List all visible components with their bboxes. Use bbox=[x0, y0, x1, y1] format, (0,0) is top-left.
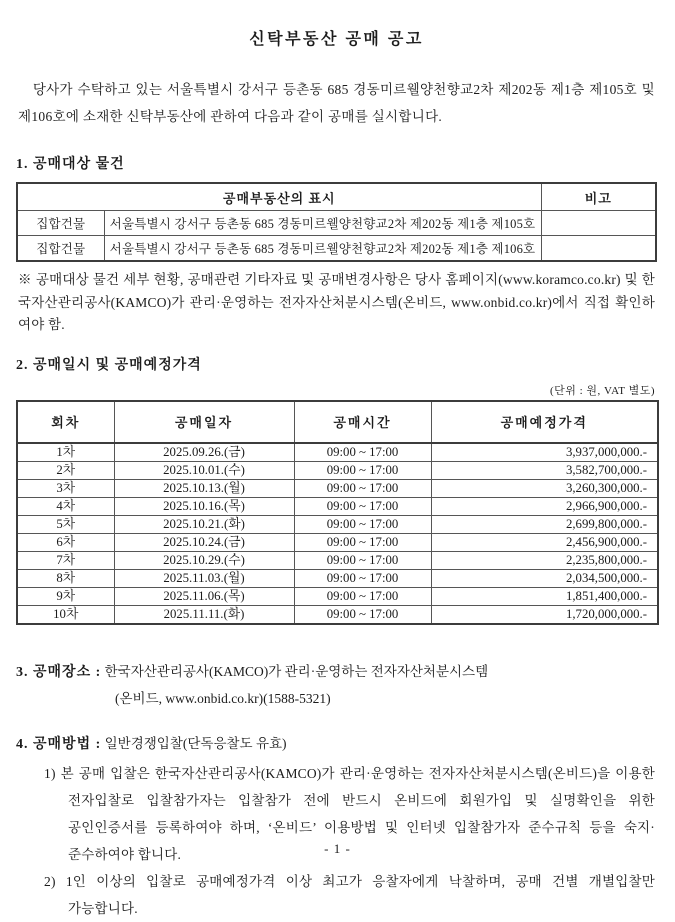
property-desc-cell: 서울특별시 강서구 등촌동 685 경동미르웰양천향교2차 제202동 제1층 제106호 bbox=[104, 236, 541, 262]
schedule-row bbox=[17, 479, 658, 497]
auction-schedule-table bbox=[16, 400, 659, 625]
round-cell: 6차 bbox=[17, 533, 114, 551]
price-cell: 2,034,500,000.- bbox=[431, 569, 658, 587]
price-cell: 1,851,400,000.- bbox=[431, 587, 658, 605]
schedule-row bbox=[17, 461, 658, 479]
schedule-row bbox=[17, 497, 658, 515]
date-cell: 2025.10.21.(화) bbox=[114, 515, 294, 533]
section1-heading: 1. 공매대상 물건 bbox=[16, 157, 125, 172]
property-type-cell: 집합건물 bbox=[17, 211, 104, 236]
time-cell: 09:00 ~ 17:00 bbox=[294, 551, 431, 569]
remarks-cell bbox=[541, 236, 656, 262]
section3-text-line2: (온비드, www.onbid.co.kr)(1588-5321) bbox=[115, 690, 331, 706]
date-cell: 2025.10.13.(월) bbox=[114, 479, 294, 497]
price-cell: 3,937,000,000.- bbox=[431, 443, 658, 462]
date-cell: 2025.10.24.(금) bbox=[114, 533, 294, 551]
round-cell: 7차 bbox=[17, 551, 114, 569]
round-cell: 10차 bbox=[17, 605, 114, 624]
reference-note: ※ 공매대상 물건 세부 현황, 공매관련 기타자료 및 공매변경사항은 당사 홈페이지(www.koramco.co.kr) 및 한국자산관리공사(KAMCO)가 관리·운영하는 전자자산처분시스템(온비드, www.onbid.co.kr)에서 직접 확인하여야 함. bbox=[18, 272, 655, 332]
remarks-cell bbox=[541, 211, 656, 236]
time-cell: 09:00 ~ 17:00 bbox=[294, 569, 431, 587]
price-cell: 2,699,800,000.- bbox=[431, 515, 658, 533]
date-cell: 2025.11.06.(목) bbox=[114, 587, 294, 605]
round-cell: 2차 bbox=[17, 461, 114, 479]
date-cell: 2025.09.26.(금) bbox=[114, 443, 294, 462]
date-cell: 2025.10.16.(목) bbox=[114, 497, 294, 515]
table-header-row bbox=[17, 183, 656, 211]
date-header: 공매일자 bbox=[114, 401, 294, 443]
time-cell: 09:00 ~ 17:00 bbox=[294, 497, 431, 515]
round-cell: 1차 bbox=[17, 443, 114, 462]
time-cell: 09:00 ~ 17:00 bbox=[294, 515, 431, 533]
section2-heading: 2. 공매일시 및 공매예정가격 bbox=[16, 357, 202, 373]
table-row bbox=[17, 236, 656, 262]
price-cell: 1,720,000,000.- bbox=[431, 605, 658, 624]
price-cell: 3,582,700,000.- bbox=[431, 461, 658, 479]
table-header-row bbox=[17, 401, 658, 443]
date-cell: 2025.10.01.(수) bbox=[114, 461, 294, 479]
schedule-row bbox=[17, 587, 658, 605]
property-type-cell: 집합건물 bbox=[17, 236, 104, 262]
property-table bbox=[16, 182, 657, 262]
intro-paragraph: 당사가 수탁하고 있는 서울특별시 강서구 등촌동 685 경동미르웰양천향교2차 제202동 제1층 제105호 및 제106호에 소재한 신탁부동산에 관하여 다음과 같이 공매를 실시합니다. bbox=[18, 82, 655, 124]
schedule-table-body bbox=[17, 443, 658, 624]
property-desc-cell: 서울특별시 강서구 등촌동 685 경동미르웰양천향교2차 제202동 제1층 제105호 bbox=[104, 211, 541, 236]
price-cell: 3,260,300,000.- bbox=[431, 479, 658, 497]
property-desc-header: 공매부동산의 표시 bbox=[17, 183, 541, 211]
list-item: 1) 본 공매 입찰은 한국자산관리공사(KAMCO)가 관리·운영하는 전자자산처분시스템(온비드)을 이용한 전자입찰로 입찰참가자는 입찰참가 전에 반드시 온비드에 회원가입 및 실명확인을 위한 공인인증서를 등록하여야 하며, ‘온비드’ 이용방법 및 인터넷 입찰참가자 준수규칙 등을 숙지·준수하여야 합니다. bbox=[44, 765, 655, 862]
round-cell: 9차 bbox=[17, 587, 114, 605]
price-cell: 2,966,900,000.- bbox=[431, 497, 658, 515]
time-cell: 09:00 ~ 17:00 bbox=[294, 461, 431, 479]
schedule-row bbox=[17, 515, 658, 533]
page-number: - 1 - bbox=[324, 841, 351, 856]
table-row bbox=[17, 211, 656, 236]
date-cell: 2025.11.03.(월) bbox=[114, 569, 294, 587]
date-cell: 2025.11.11.(화) bbox=[114, 605, 294, 624]
unit-note: (단위 : 원, VAT 별도) bbox=[549, 384, 655, 397]
round-cell: 4차 bbox=[17, 497, 114, 515]
section3 bbox=[16, 659, 657, 712]
round-cell: 3차 bbox=[17, 479, 114, 497]
time-cell: 09:00 ~ 17:00 bbox=[294, 443, 431, 462]
list-item: 2) 1인 이상의 입찰로 공매예정가격 이상 최고가 응찰자에게 낙찰하며, 공매 건별 개별입찰만 가능합니다. bbox=[44, 873, 655, 916]
round-cell: 8차 bbox=[17, 569, 114, 587]
remarks-header: 비고 bbox=[541, 183, 656, 211]
time-cell: 09:00 ~ 17:00 bbox=[294, 533, 431, 551]
schedule-row bbox=[17, 569, 658, 587]
schedule-row bbox=[17, 443, 658, 462]
price-cell: 2,456,900,000.- bbox=[431, 533, 658, 551]
schedule-row bbox=[17, 605, 658, 624]
time-cell: 09:00 ~ 17:00 bbox=[294, 479, 431, 497]
price-header: 공매예정가격 bbox=[431, 401, 658, 443]
schedule-row bbox=[17, 551, 658, 569]
round-header: 회차 bbox=[17, 401, 114, 443]
section4 bbox=[16, 731, 657, 922]
schedule-row bbox=[17, 533, 658, 551]
time-cell: 09:00 ~ 17:00 bbox=[294, 605, 431, 624]
date-cell: 2025.10.29.(수) bbox=[114, 551, 294, 569]
section3-text: 한국자산관리공사(KAMCO)가 관리·운영하는 전자자산처분시스템 bbox=[104, 663, 489, 679]
section4-value: 일반경쟁입찰(단독응찰도 유효) bbox=[104, 735, 287, 751]
time-cell: 09:00 ~ 17:00 bbox=[294, 587, 431, 605]
section4-label: 4. 공매방법 : bbox=[16, 736, 102, 752]
round-cell: 5차 bbox=[17, 515, 114, 533]
section3-label: 3. 공매장소 : bbox=[16, 664, 102, 680]
time-header: 공매시간 bbox=[294, 401, 431, 443]
price-cell: 2,235,800,000.- bbox=[431, 551, 658, 569]
page-title: 신탁부동산 공매 공고 bbox=[249, 31, 424, 48]
